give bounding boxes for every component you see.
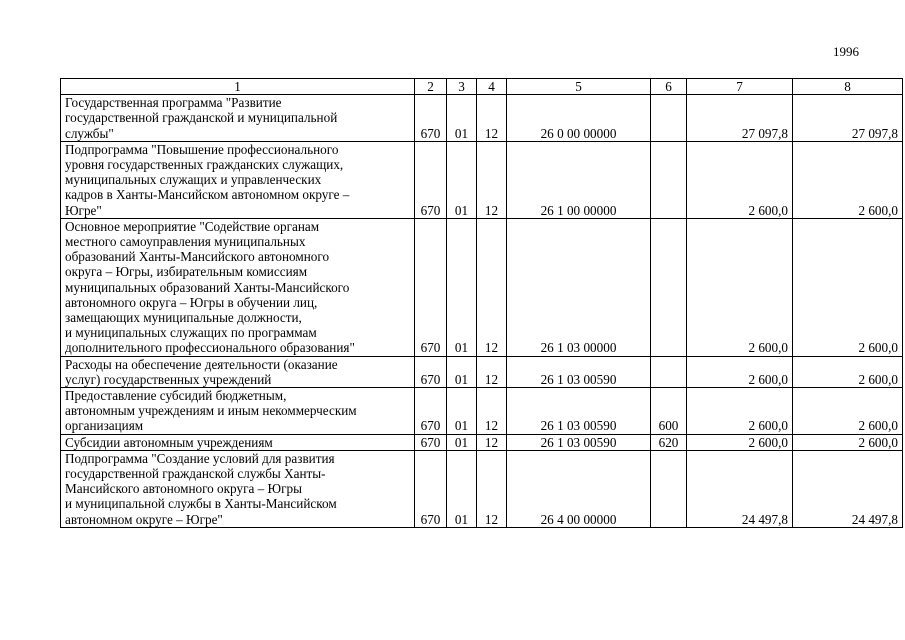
ministry-code-cell: 670 (415, 141, 447, 218)
section-code-cell: 01 (447, 218, 477, 356)
table-row (61, 388, 903, 435)
ministry-code-cell: 670 (415, 218, 447, 356)
row-name-line: услуг) государственных учреждений (65, 371, 272, 387)
row-name-line: Югре" (65, 202, 102, 218)
subsection-code-cell: 12 (477, 218, 507, 356)
expense-type-cell: 620 (651, 434, 687, 450)
row-name-line: местного самоуправления муниципальных (65, 234, 306, 250)
amount-cell: 27 097,8 (687, 95, 793, 142)
section-code-cell: 01 (447, 141, 477, 218)
header-col-8: 8 (793, 79, 903, 95)
row-name-line: Подпрограмма "Повышение профессионального (65, 141, 339, 157)
row-name-line: автономного округа – Югры в обучении лиц, (65, 294, 318, 310)
row-name-line: и муниципальной службы в Ханты-Мансийском (65, 496, 337, 512)
target-article-cell: 26 4 00 00000 (507, 450, 651, 527)
header-col-6: 6 (651, 79, 687, 95)
section-code-cell: 01 (447, 434, 477, 450)
table-row (61, 218, 903, 356)
amount-cell: 2 600,0 (687, 356, 793, 387)
row-name-cell (61, 218, 415, 356)
amount-cell: 2 600,0 (687, 141, 793, 218)
row-name-line: государственной гражданской и муниципальной (65, 110, 338, 126)
row-name-line: службы" (65, 125, 114, 141)
row-name-cell (61, 95, 415, 142)
amount-cell: 2 600,0 (793, 356, 903, 387)
target-article-cell: 26 0 00 00000 (507, 95, 651, 142)
row-name-line: кадров в Ханты-Мансийском автономном округе – (65, 187, 350, 203)
header-col-2: 2 (415, 79, 447, 95)
subsection-code-cell: 12 (477, 141, 507, 218)
row-name-line: автономном округе – Югре" (65, 511, 223, 527)
subsection-code-cell: 12 (477, 450, 507, 527)
amount-cell: 2 600,0 (793, 434, 903, 450)
row-name-line: замещающих муниципальные должности, (65, 310, 302, 326)
amount-cell: 2 600,0 (793, 218, 903, 356)
expense-type-cell (651, 218, 687, 356)
header-col-7: 7 (687, 79, 793, 95)
subsection-code-cell: 12 (477, 434, 507, 450)
row-name-line: дополнительного профессионального образования" (65, 340, 355, 356)
row-name-line: Основное мероприятие "Содействие органам (65, 218, 320, 234)
header-row (61, 79, 903, 95)
ministry-code-cell: 670 (415, 434, 447, 450)
amount-cell: 24 497,8 (793, 450, 903, 527)
expense-type-cell (651, 95, 687, 142)
subsection-code-cell: 12 (477, 95, 507, 142)
row-name-line: государственной гражданской службы Ханты- (65, 466, 326, 482)
row-name-line: Подпрограмма "Создание условий для развития (65, 450, 335, 466)
amount-cell: 2 600,0 (793, 141, 903, 218)
row-name-line: автономным учреждениям и иным некоммерческим (65, 403, 357, 419)
table-row (61, 95, 903, 142)
target-article-cell: 26 1 03 00000 (507, 218, 651, 356)
ministry-code-cell: 670 (415, 450, 447, 527)
expense-type-cell (651, 450, 687, 527)
ministry-code-cell: 670 (415, 388, 447, 435)
amount-cell: 2 600,0 (793, 388, 903, 435)
table-row (61, 141, 903, 218)
ministry-code-cell: 670 (415, 95, 447, 142)
target-article-cell: 26 1 03 00590 (507, 356, 651, 387)
header-col-4: 4 (477, 79, 507, 95)
table-row (61, 434, 903, 450)
budget-table (60, 78, 903, 528)
amount-cell: 2 600,0 (687, 218, 793, 356)
header-col-3: 3 (447, 79, 477, 95)
amount-cell: 2 600,0 (687, 388, 793, 435)
section-code-cell: 01 (447, 95, 477, 142)
row-name-line: Субсидии автономным учреждениям (65, 434, 273, 450)
amount-cell: 27 097,8 (793, 95, 903, 142)
row-name-cell (61, 388, 415, 435)
row-name-cell (61, 450, 415, 527)
amount-cell: 2 600,0 (687, 434, 793, 450)
target-article-cell: 26 1 03 00590 (507, 434, 651, 450)
subsection-code-cell: 12 (477, 356, 507, 387)
row-name-cell (61, 434, 415, 450)
row-name-line: муниципальных служащих и управленческих (65, 172, 322, 188)
row-name-line: округа – Югры, избирательным комиссиям (65, 264, 308, 280)
row-name-cell (61, 141, 415, 218)
row-name-line: Мансийского автономного округа – Югры (65, 481, 302, 497)
ministry-code-cell: 670 (415, 356, 447, 387)
header-col-5: 5 (507, 79, 651, 95)
row-name-line: Государственная программа "Развитие (65, 95, 282, 111)
section-code-cell: 01 (447, 356, 477, 387)
header-col-1: 1 (61, 79, 415, 95)
row-name-line: Предоставление субсидий бюджетным, (65, 388, 287, 404)
target-article-cell: 26 1 03 00590 (507, 388, 651, 435)
row-name-cell (61, 356, 415, 387)
section-code-cell: 01 (447, 388, 477, 435)
row-name-line: Расходы на обеспечение деятельности (оказание (65, 356, 338, 372)
target-article-cell: 26 1 00 00000 (507, 141, 651, 218)
page-number: 1996 (833, 44, 859, 59)
row-name-line: образований Ханты-Мансийского автономного (65, 249, 330, 265)
expense-type-cell (651, 141, 687, 218)
expense-type-cell: 600 (651, 388, 687, 435)
amount-cell: 24 497,8 (687, 450, 793, 527)
table-row (61, 356, 903, 387)
row-name-line: и муниципальных служащих по программам (65, 325, 317, 341)
section-code-cell: 01 (447, 450, 477, 527)
table-row (61, 450, 903, 527)
expense-type-cell (651, 356, 687, 387)
subsection-code-cell: 12 (477, 388, 507, 435)
row-name-line: организациям (65, 418, 144, 434)
row-name-line: уровня государственных гражданских служащих, (65, 157, 344, 173)
row-name-line: муниципальных образований Ханты-Мансийского (65, 279, 350, 295)
